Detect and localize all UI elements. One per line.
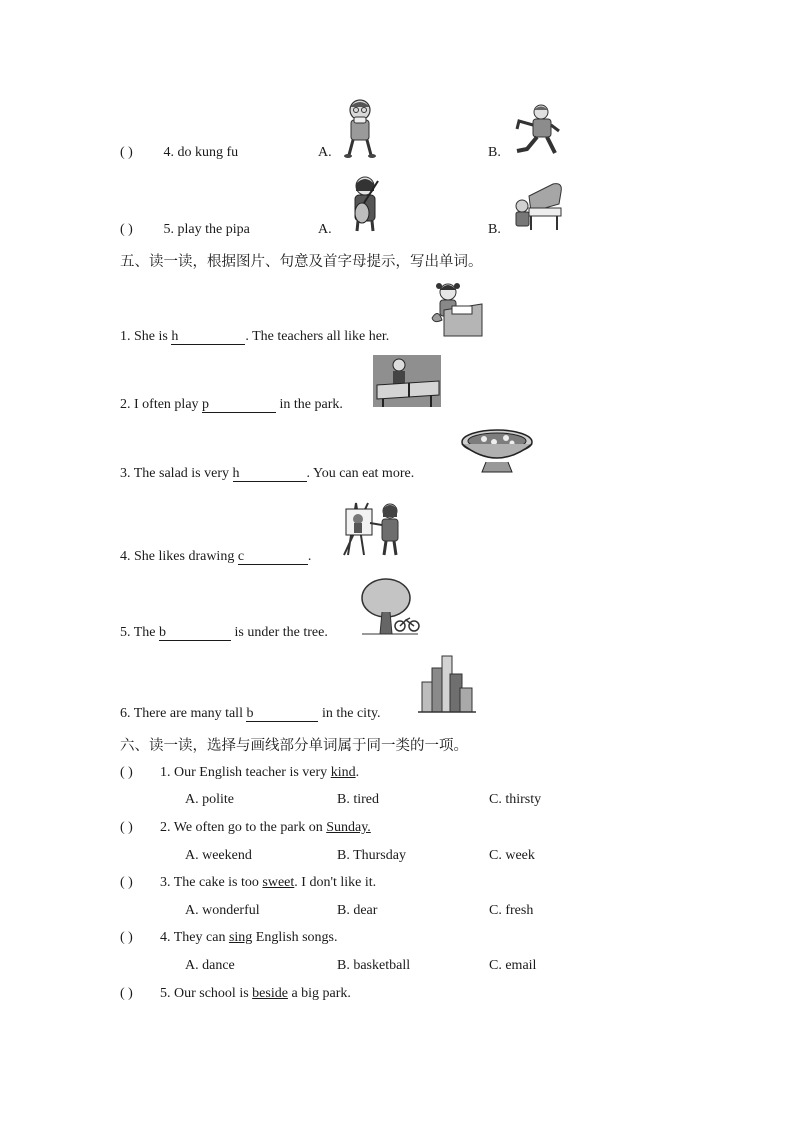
girl-studying-at-desk-icon[interactable] [430,278,484,338]
question-text-start: 2. We often go to the park on [160,820,327,835]
question-5-6 [120,706,381,722]
question-6-1 [120,765,359,781]
option-a-label: A. [318,222,332,237]
underlined-word: sing [228,930,253,945]
first-letter: p [202,397,210,412]
salad-bowl-icon[interactable] [460,428,534,474]
option-c[interactable]: C. thirsty [489,792,542,807]
question-text-start: 3. The cake is too [160,875,263,890]
question-6-5 [120,986,351,1002]
tall-buildings-icon[interactable] [418,654,476,714]
answer-blank[interactable] [171,330,245,345]
question-text-start: 5. Our school is [160,986,253,1001]
question-6-4 [120,930,337,946]
sentence-end: . [307,549,312,564]
sentence-start: 1. She is [120,329,172,344]
question-text-end: English songs. [252,930,338,945]
sentence-end: . The teachers all like her. [245,329,390,344]
first-letter: h [171,329,179,344]
question-text-start: 1. Our English teacher is very [160,765,331,780]
option-a[interactable]: A. weekend [185,848,252,863]
answer-paren[interactable]: ( ) [120,875,133,890]
question-number: 5. [163,222,174,237]
underlined-word: Sunday. [326,820,371,835]
underlined-word: beside [252,986,288,1001]
question-5-3 [120,466,414,482]
answer-paren[interactable]: ( ) [120,930,133,945]
sentence-start: 6. There are many tall [120,706,247,721]
section-6-heading: 六、读一读，选择与画线部分单词属于同一类的一项。 [120,738,468,754]
sentence-end: in the park. [276,397,343,412]
option-c[interactable]: C. week [489,848,535,863]
answer-paren[interactable]: ( ) [120,986,133,1001]
question-4-4 [120,145,238,161]
option-c[interactable]: C. fresh [489,903,534,918]
section-5-heading: 五、读一读，根据图片、句意及首字母提示，写出单词。 [120,254,483,270]
question-text-end: . I don't like it. [294,875,377,890]
sentence-start: 2. I often play [120,397,203,412]
option-b-label: B. [488,145,501,160]
question-text-end: a big park. [287,986,351,1001]
sentence-start: 3. The salad is very [120,466,233,481]
sentence-start: 4. She likes drawing [120,549,238,564]
sentence-end: . You can eat more. [306,466,415,481]
option-b[interactable]: B. tired [337,792,379,807]
option-b-label: B. [488,222,501,237]
question-5-1 [120,329,389,345]
answer-paren[interactable]: ( ) [120,145,133,160]
question-text: play the pipa [177,222,250,237]
sentence-end: in the city. [318,706,381,721]
underlined-word: sweet [262,875,295,890]
sentence-start: 5. The [120,625,160,640]
option-a[interactable]: A. wonderful [185,903,260,918]
question-text-end: . [355,765,360,780]
answer-blank[interactable] [159,626,231,641]
answer-blank[interactable] [238,550,308,565]
question-text: do kung fu [177,145,239,160]
ping-pong-table-icon[interactable] [373,355,441,407]
question-6-3 [120,875,376,891]
answer-blank[interactable] [233,467,307,482]
option-c[interactable]: C. email [489,958,537,973]
girl-painting-easel-icon[interactable] [340,499,404,557]
kung-fu-boy-icon[interactable] [513,103,563,158]
question-4-5 [120,222,250,238]
option-a[interactable]: A. dance [185,958,235,973]
first-letter: b [246,706,254,721]
question-6-2 [120,820,371,836]
answer-paren[interactable]: ( ) [120,222,133,237]
answer-paren[interactable]: ( ) [120,820,133,835]
question-5-5 [120,625,328,641]
boy-covering-mouth-icon[interactable] [340,97,380,159]
girl-playing-pipa-icon[interactable] [345,175,385,233]
option-a-label: A. [318,145,332,160]
option-a[interactable]: A. polite [185,792,234,807]
underlined-word: kind [330,765,356,780]
question-5-2 [120,397,343,413]
sentence-end: is under the tree. [231,625,328,640]
answer-blank[interactable] [202,398,276,413]
answer-paren[interactable]: ( ) [120,765,133,780]
question-number: 4. [163,145,174,160]
option-b[interactable]: B. basketball [337,958,411,973]
option-b[interactable]: B. dear [337,903,378,918]
piano-player-icon[interactable] [513,182,565,232]
first-letter: b [159,625,167,640]
first-letter: h [232,466,240,481]
tree-with-bike-icon[interactable] [360,578,420,638]
answer-blank[interactable] [246,707,318,722]
question-text-start: 4. They can [160,930,229,945]
option-b[interactable]: B. Thursday [337,848,406,863]
question-5-4 [120,549,311,565]
first-letter: c [237,549,245,564]
